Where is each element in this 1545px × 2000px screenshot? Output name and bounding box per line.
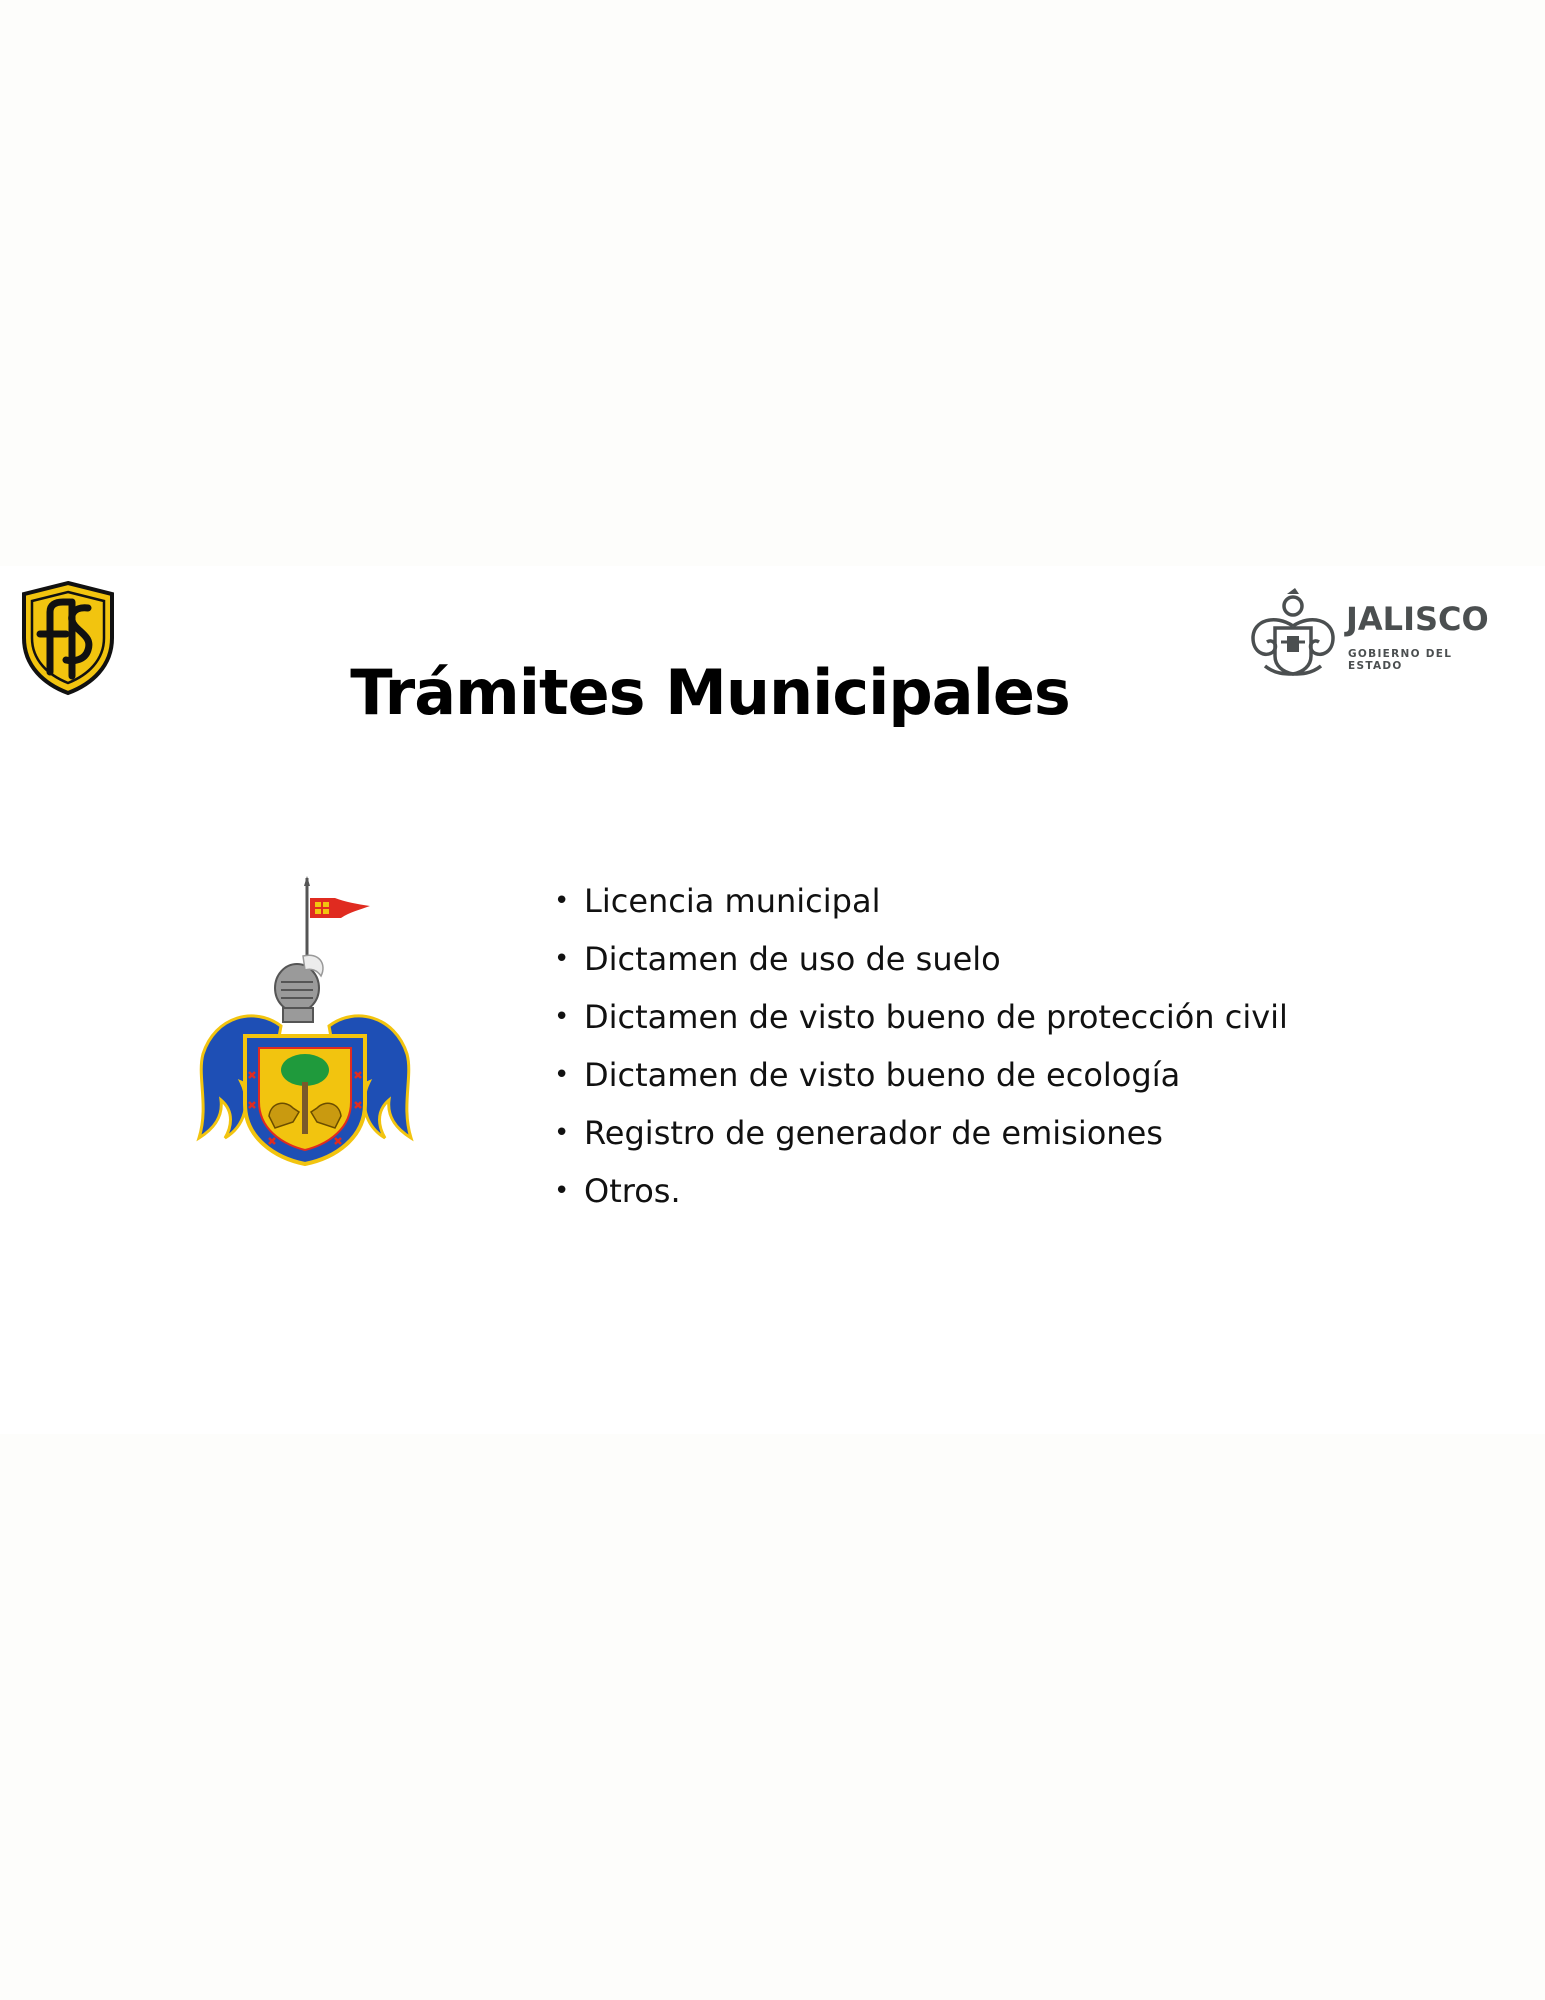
list-item — [550, 930, 1288, 988]
list-item — [550, 1162, 1288, 1220]
bullet-icon: • — [554, 1002, 570, 1032]
bullet-icon: • — [554, 944, 570, 974]
bullet-icon: • — [554, 1176, 570, 1206]
jalisco-coat-of-arms-icon — [195, 876, 415, 1166]
jalisco-subtitle: GOBIERNO DEL ESTADO — [1348, 648, 1453, 672]
jalisco-wordmark: JALISCO — [1346, 600, 1489, 638]
list-item-text: Dictamen de visto bueno de ecología — [584, 1056, 1181, 1094]
list-item-text: Licencia municipal — [584, 882, 881, 920]
list-item — [550, 872, 1288, 930]
bullet-icon: • — [554, 1060, 570, 1090]
bullet-icon: • — [554, 1118, 570, 1148]
list-item — [550, 1104, 1288, 1162]
list-item — [550, 1046, 1288, 1104]
list-item-text: Registro de generador de emisiones — [584, 1114, 1163, 1152]
list-item-text: Otros. — [584, 1172, 681, 1210]
slide-title: Trámites Municipales — [350, 656, 1070, 729]
list-item-text: Dictamen de visto bueno de protección civil — [584, 998, 1288, 1036]
list-item — [550, 988, 1288, 1046]
list-item-text: Dictamen de uso de suelo — [584, 940, 1001, 978]
bullet-icon: • — [554, 886, 570, 916]
trámites-list — [550, 872, 1288, 1220]
slide — [0, 566, 1545, 1434]
